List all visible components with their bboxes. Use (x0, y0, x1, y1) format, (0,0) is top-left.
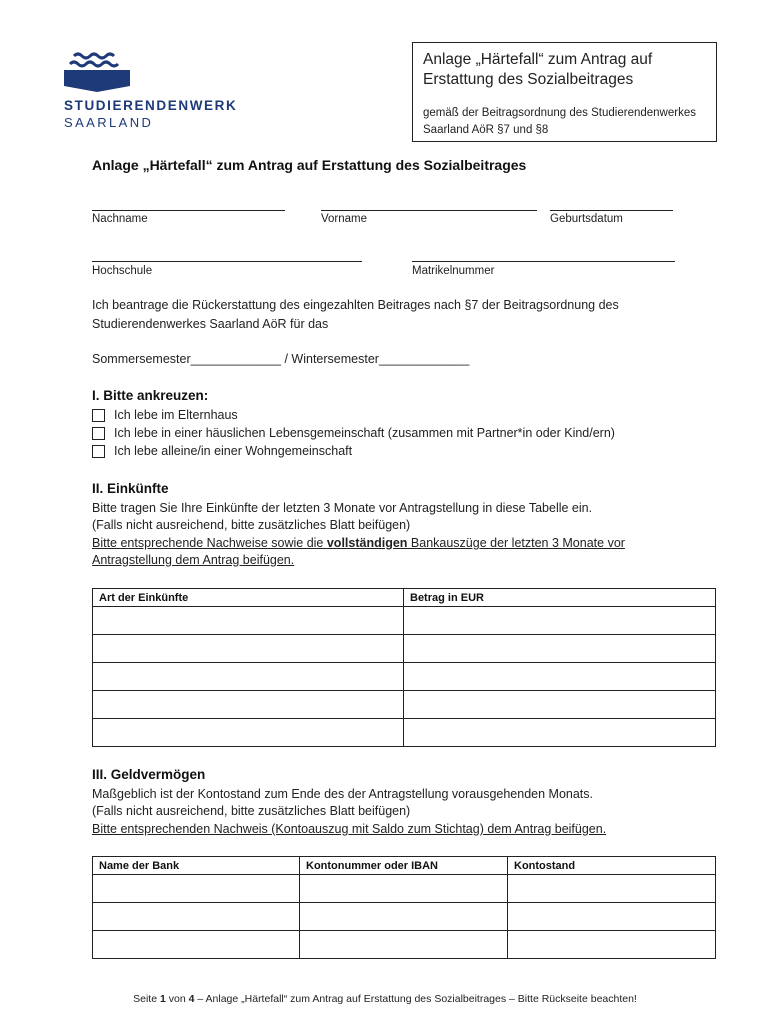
logo-line2: SAARLAND (64, 115, 154, 130)
footer-text: Seite (133, 993, 160, 1005)
checkbox[interactable] (92, 427, 105, 440)
table-cell[interactable] (93, 663, 404, 691)
hochschule-line[interactable] (92, 261, 362, 262)
section3-title: III. Geldvermögen (92, 767, 206, 782)
footer-text: von (165, 993, 189, 1005)
section3-line2: (Falls nicht ausreichend, bitte zusätzliches Blatt beifügen) (92, 804, 411, 818)
checkbox[interactable] (92, 409, 105, 422)
page-title: Anlage „Härtefall“ zum Antrag auf Erstattung des Sozialbeitrages (92, 157, 527, 173)
option-label: Ich lebe im Elternhaus (114, 408, 238, 422)
section2-note-line2: Antragstellung dem Antrag beifügen. (92, 553, 295, 567)
table-header-row (93, 589, 716, 607)
table-row (93, 875, 716, 903)
checkbox[interactable] (92, 445, 105, 458)
table-header-row (93, 857, 716, 875)
section3-line1: Maßgeblich ist der Kontostand zum Ende des der Antragstellung vorausgehenden Monats. (92, 787, 594, 801)
option-label: Ich lebe in einer häuslichen Lebensgemeinschaft (zusammen mit Partner*in oder Kind/ern) (114, 426, 615, 440)
column-header: Kontonummer oder IBAN (300, 857, 508, 875)
table-cell[interactable] (93, 719, 404, 747)
matrikelnummer-line[interactable] (412, 261, 675, 262)
note-bold: vollständigen (326, 536, 408, 550)
vorname-label: Vorname (321, 213, 368, 225)
table-cell[interactable] (404, 719, 716, 747)
page-footer (0, 993, 770, 1005)
table-cell[interactable] (404, 663, 716, 691)
table-row (93, 635, 716, 663)
table-cell[interactable] (300, 903, 508, 931)
table-cell[interactable] (300, 931, 508, 959)
section2-line1: Bitte tragen Sie Ihre Einkünfte der letzten 3 Monate vor Antragstellung in diese Tabelle ein. (92, 501, 593, 515)
column-header: Art der Einkünfte (93, 589, 404, 607)
header-box-title: Anlage „Härtefall“ zum Antrag auf Erstattung des Sozialbeitrages (423, 51, 653, 88)
table-cell[interactable] (93, 635, 404, 663)
option-alleine[interactable] (92, 443, 352, 459)
geburtsdatum-line[interactable] (550, 210, 673, 211)
logo-mark-icon (64, 50, 130, 92)
footer-page-total: 4 (188, 993, 195, 1005)
column-header: Kontostand (508, 857, 716, 875)
note-text: Bankauszüge der letzten 3 Monate vor (407, 536, 625, 550)
einkuenfte-table (92, 588, 716, 747)
table-row (93, 663, 716, 691)
column-header: Betrag in EUR (404, 589, 716, 607)
intro-line2: Studierendenwerkes Saarland AöR für das (92, 317, 329, 331)
column-header: Name der Bank (93, 857, 300, 875)
section2-title: II. Einkünfte (92, 481, 169, 496)
table-cell[interactable] (93, 931, 300, 959)
nachname-line[interactable] (92, 210, 285, 211)
footer-text: – Anlage „Härtefall“ zum Antrag auf Erstattung des Sozialbeitrages – Bitte Rückseite beachten! (194, 993, 637, 1005)
table-cell[interactable] (404, 635, 716, 663)
table-cell[interactable] (508, 931, 716, 959)
section3-note: Bitte entsprechenden Nachweis (Kontoauszug mit Saldo zum Stichtag) dem Antrag beifügen. (92, 822, 607, 836)
option-elternhaus[interactable] (92, 407, 238, 423)
hochschule-label: Hochschule (92, 265, 153, 277)
logo-line1: STUDIERENDENWERK (64, 98, 238, 113)
header-box (412, 42, 717, 142)
table-cell[interactable] (508, 875, 716, 903)
nachname-label: Nachname (92, 213, 148, 225)
table-row (93, 607, 716, 635)
table-row (93, 691, 716, 719)
header-box-subtitle: gemäß der Beitragsordnung des Studierendenwerkes Saarland AöR §7 und §8 (423, 107, 696, 136)
intro-line1: Ich beantrage die Rückerstattung des eingezahlten Beitrages nach §7 der Beitragsordnung des (92, 298, 619, 312)
table-cell[interactable] (93, 875, 300, 903)
geburtsdatum-label: Geburtsdatum (550, 213, 623, 225)
footer-page-number: 1 (159, 993, 166, 1005)
table-cell[interactable] (93, 903, 300, 931)
section1-title: I. Bitte ankreuzen: (92, 388, 209, 403)
geldvermoegen-table (92, 856, 716, 959)
option-lebensgemeinschaft[interactable] (92, 425, 615, 441)
table-row (93, 903, 716, 931)
table-row (93, 931, 716, 959)
matrikelnummer-label: Matrikelnummer (412, 265, 495, 277)
table-cell[interactable] (93, 607, 404, 635)
table-cell[interactable] (404, 607, 716, 635)
note-text: Bitte entsprechende Nachweise sowie die (92, 536, 327, 550)
table-cell[interactable] (93, 691, 404, 719)
section2-line2: (Falls nicht ausreichend, bitte zusätzliches Blatt beifügen) (92, 518, 411, 532)
table-cell[interactable] (300, 875, 508, 903)
table-cell[interactable] (404, 691, 716, 719)
table-cell[interactable] (508, 903, 716, 931)
table-row (93, 719, 716, 747)
vorname-line[interactable] (321, 210, 537, 211)
option-label: Ich lebe alleine/in einer Wohngemeinschaft (114, 444, 353, 458)
semester-line[interactable]: Sommersemester_____________ / Wintersemester_____________ (92, 352, 470, 366)
